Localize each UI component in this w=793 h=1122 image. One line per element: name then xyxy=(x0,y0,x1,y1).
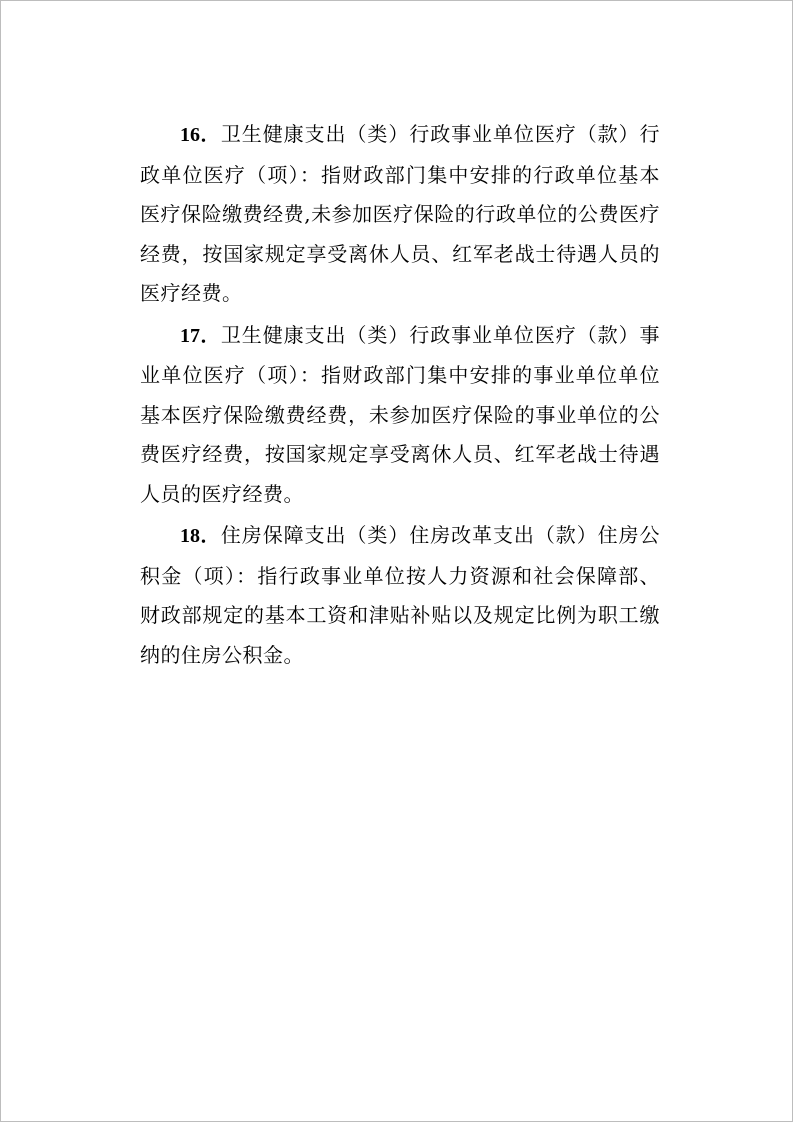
item-number: 18． xyxy=(180,525,221,547)
paragraph-17 xyxy=(140,316,660,515)
item-number: 16． xyxy=(180,124,221,146)
paragraph-18 xyxy=(140,516,660,675)
paragraph-text: 住房保障支出（类）住房改革支出（款）住房公积金（项）：指行政事业单位按人力资源和社会保障部、财政部规定的基本工资和津贴补贴以及规定比例为职工缴纳的住房公积金。 xyxy=(140,523,661,667)
item-number: 17． xyxy=(180,324,221,347)
paragraph-text: 卫生健康支出（类）行政事业单位医疗（款）事业单位医疗（项）：指财政部门集中安排的事业单位单位基本医疗保险缴费经费，未参加医疗保险的事业单位的公费医疗经费，按国家规定享受离休人员、红军老战士待遇人员的医疗经费。 xyxy=(140,322,661,506)
paragraph-text: 卫生健康支出（类）行政事业单位医疗（款）行政单位医疗（项）：指财政部门集中安排的行政单位基本医疗保险缴费经费,未参加医疗保险的行政单位的公费医疗经费，按国家规定享受离休人员、红军老战士待遇人员的医疗经费。 xyxy=(140,122,661,305)
document-body xyxy=(140,115,660,677)
paragraph-16 xyxy=(140,115,660,314)
